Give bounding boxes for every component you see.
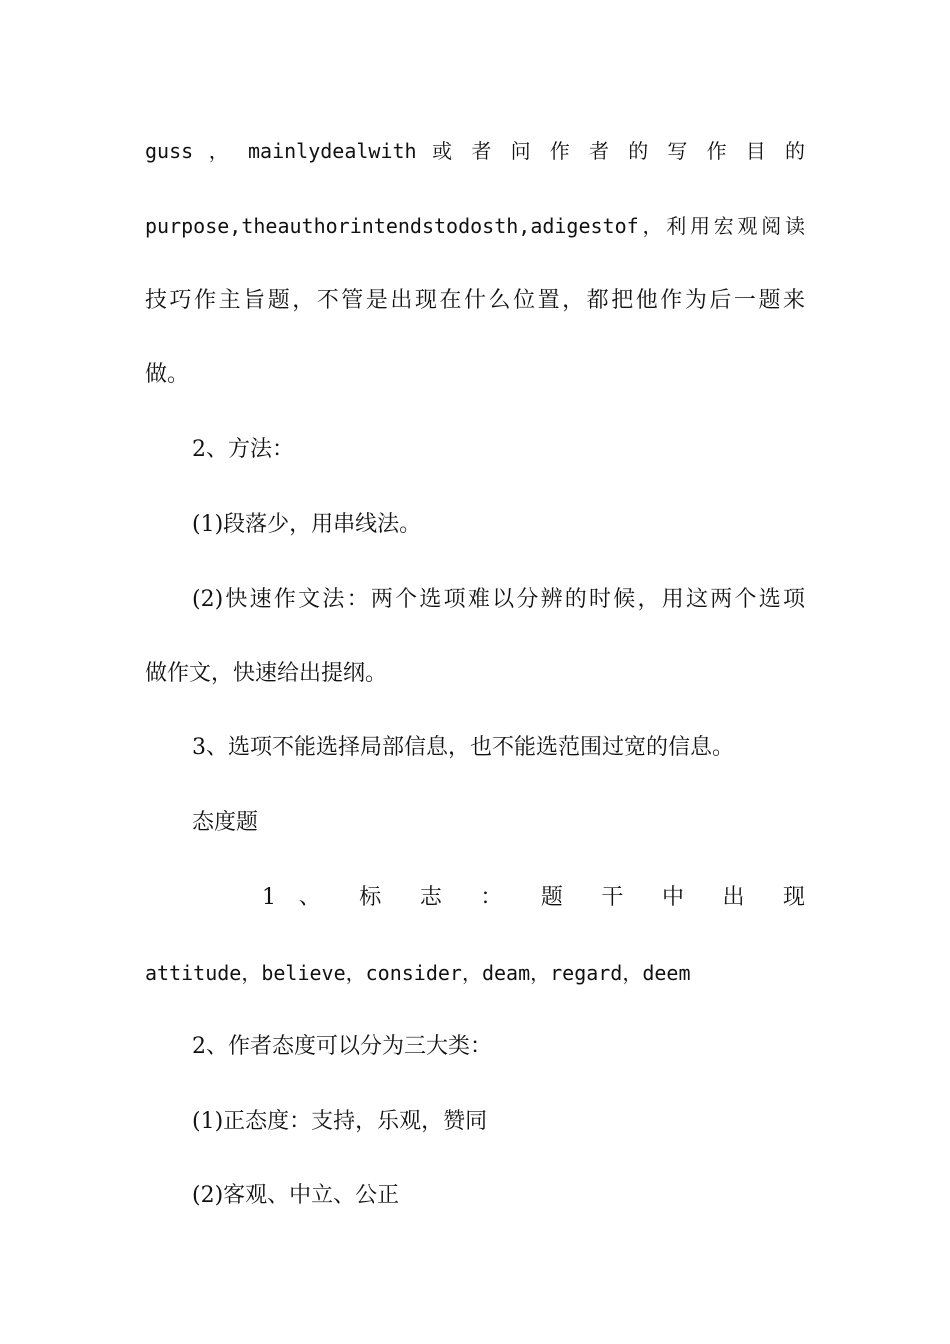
section-heading: 态度题: [192, 810, 259, 835]
text-line-14: (1)正态度：支持，乐观，赞同: [192, 1109, 488, 1134]
text-line-9: 3、选项不能选择局部信息，也不能选范围过宽的信息。: [192, 735, 734, 760]
text-line-12: attitude，believe，consider，deam，regard，deem: [145, 961, 691, 985]
text-line-2: purpose,theauthorintendstodosth,adigestof，利用宏观阅读: [145, 214, 805, 238]
text-line-8: 做作文，快速给出提纲。: [145, 661, 388, 686]
text-line-1: guss ， mainlydealwith 或 者 问 作 者 的 写 作 目 的: [145, 139, 805, 163]
text-line-3: 技巧作主旨题，不管是出现在什么位置，都把他作为后一题来: [145, 288, 805, 313]
text-line-13: 2、作者态度可以分为三大类：: [192, 1034, 492, 1059]
text-line-11: 1 、 标 志 ： 题 干 中 出 现: [262, 885, 805, 910]
text-line-7: (2)快速作文法：两个选项难以分辨的时候，用这两个选项: [192, 587, 805, 612]
text-line-6: (1)段落少，用串线法。: [192, 512, 422, 537]
text-line-15: (2)客观、中立、公正: [192, 1183, 400, 1208]
text-line-4: 做。: [145, 362, 190, 387]
text-line-5: 2、方法：: [192, 437, 294, 462]
